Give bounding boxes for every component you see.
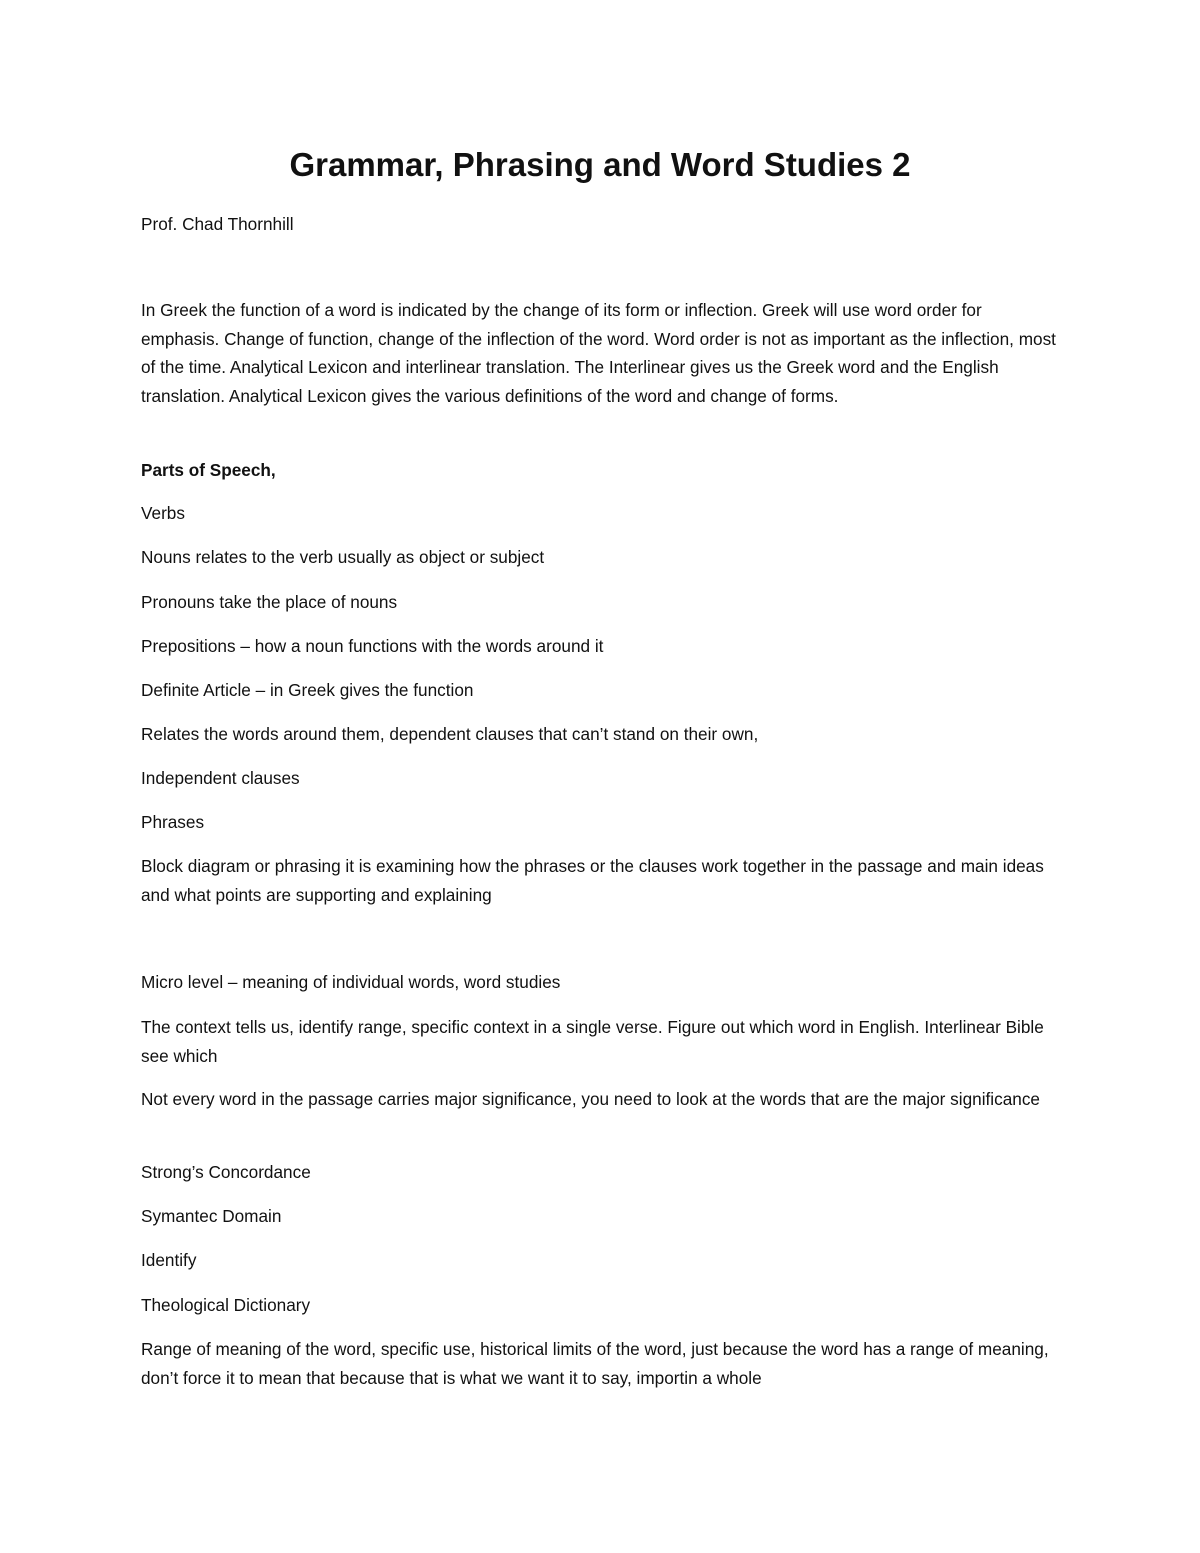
author-line: Prof. Chad Thornhill	[141, 214, 294, 234]
nouns-line: Nouns relates to the verb usually as object or subject	[141, 547, 545, 567]
parts-of-speech-heading: Parts of Speech,	[141, 460, 276, 480]
strongs-concordance-line: Strong’s Concordance	[141, 1162, 311, 1182]
block-diagram-paragraph: Block diagram or phrasing it is examining how the phrases or the clauses work together in the passage and main ideas and what points are supporting and explaining	[141, 856, 1044, 905]
relates-line: Relates the words around them, dependent clauses that can’t stand on their own,	[141, 724, 759, 744]
phrases-line: Phrases	[141, 812, 205, 832]
definite-article-line: Definite Article – in Greek gives the function	[141, 680, 474, 700]
independent-clauses-line: Independent clauses	[141, 768, 300, 788]
prepositions-line: Prepositions – how a noun functions with the words around it	[141, 636, 604, 656]
range-of-meaning-paragraph: Range of meaning of the word, specific use, historical limits of the word, just because the word has a range of meaning, don’t force it to mean that because that is what we want it to say, importin a whole	[141, 1339, 1049, 1388]
theological-dictionary-line: Theological Dictionary	[141, 1295, 311, 1315]
pronouns-line: Pronouns take the place of nouns	[141, 592, 398, 612]
not-every-word-paragraph: Not every word in the passage carries major significance, you need to look at the words that are the major significance	[141, 1089, 1040, 1109]
document-title: Grammar, Phrasing and Word Studies 2	[289, 146, 911, 183]
identify-line: Identify	[141, 1250, 197, 1270]
context-paragraph: The context tells us, identify range, specific context in a single verse. Figure out which word in English. Interlinear Bible see which	[141, 1017, 1044, 1066]
symantec-domain-line: Symantec Domain	[141, 1206, 282, 1226]
intro-paragraph: In Greek the function of a word is indicated by the change of its form or inflection. Greek will use word order for emphasis. Change of function, change of the inflection of the word. Word order is not as important as the inflection, most of the time. Analytical Lexicon and interlinear translation. The Interlinear gives us the Greek word and the English translation. Analytical Lexicon gives the various definitions of the word and change of forms.	[141, 300, 1056, 406]
micro-level-line: Micro level – meaning of individual words, word studies	[141, 972, 561, 992]
verbs-line: Verbs	[141, 503, 185, 523]
